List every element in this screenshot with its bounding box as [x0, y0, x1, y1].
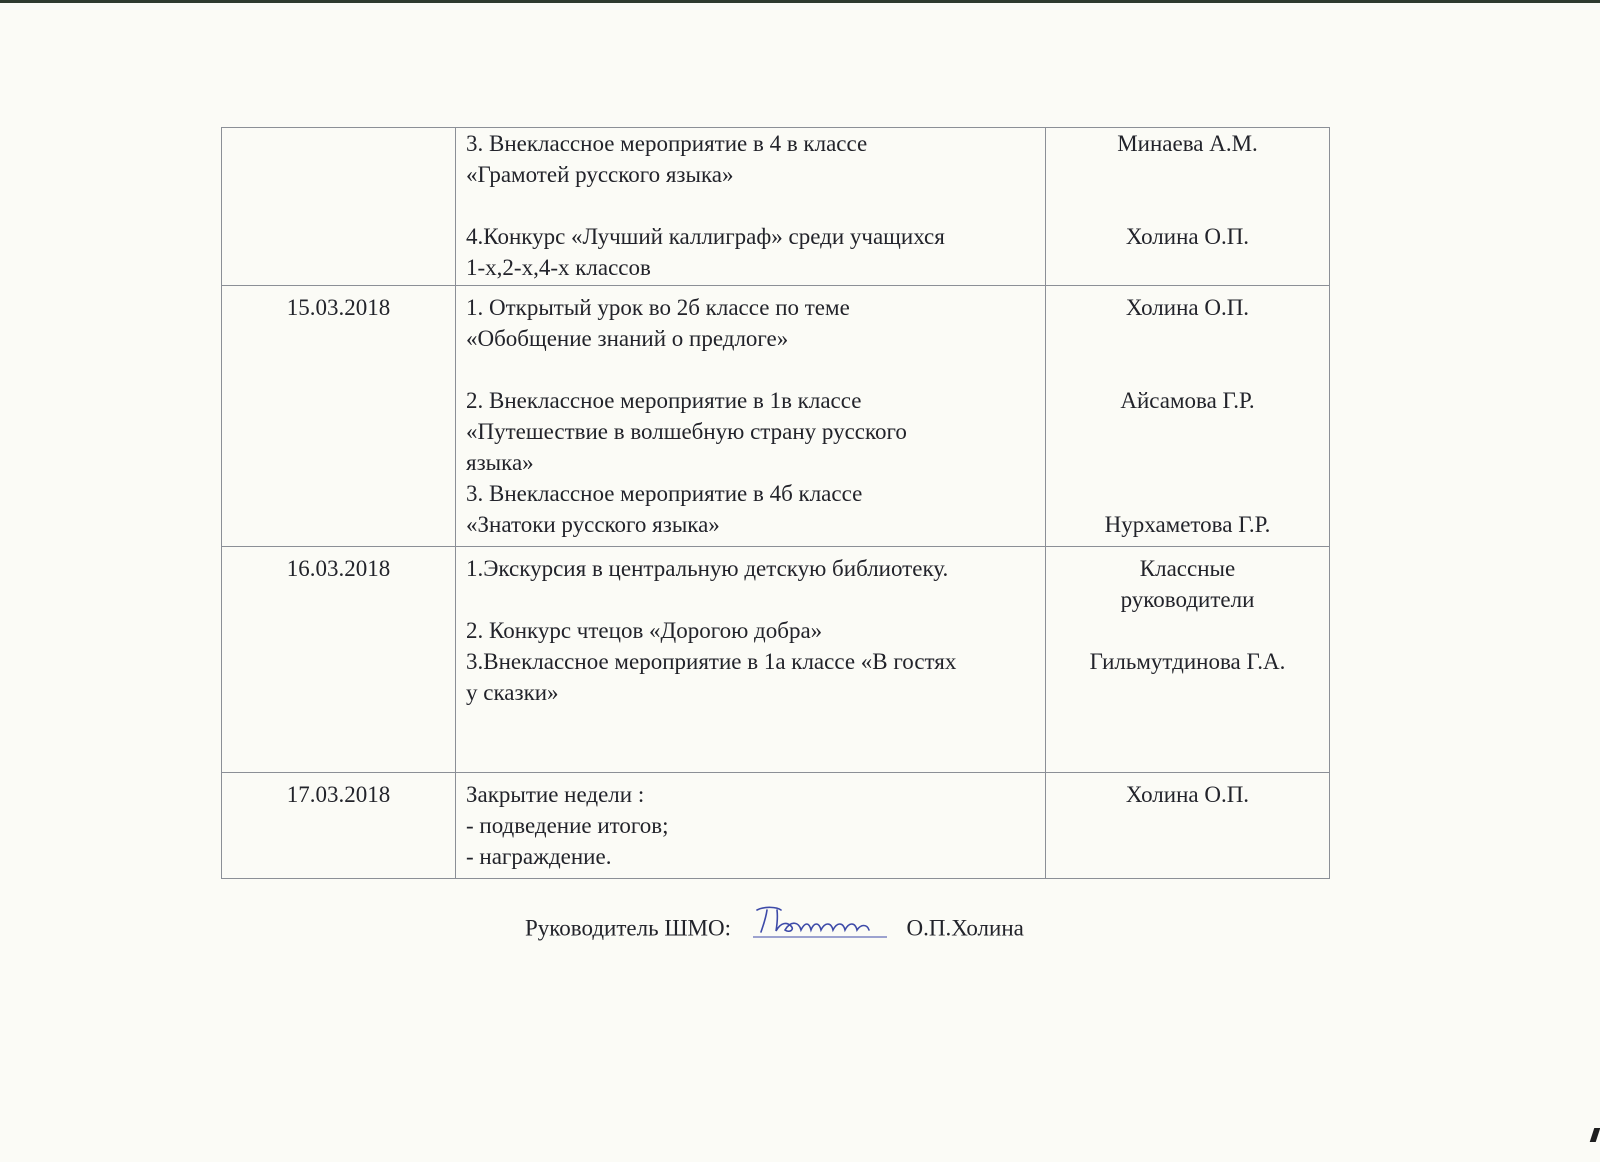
activity-line	[466, 584, 1039, 615]
activity-line: 3.Внеклассное мероприятие в 1а классе «В гостях	[466, 649, 957, 674]
activity-cell	[456, 286, 1046, 547]
responsible-line	[1046, 615, 1329, 646]
schedule-row	[222, 547, 1330, 773]
activity-line: Закрытие недели :	[466, 782, 645, 807]
date-cell: 15.03.2018	[222, 286, 456, 547]
responsible-line	[1046, 478, 1329, 509]
date-cell: 16.03.2018	[222, 547, 456, 773]
responsible-line: Айсамова Г.Р.	[1120, 388, 1255, 413]
responsible-line	[1046, 841, 1329, 872]
activity-line: 2. Конкурс чтецов «Дорогою добра»	[466, 618, 823, 643]
responsible-cell	[1046, 547, 1330, 773]
responsible-cell	[1046, 773, 1330, 879]
responsible-line	[1046, 810, 1329, 841]
activity-line: 1. Открытый урок во 2б классе по теме	[466, 295, 850, 320]
responsible-line	[1046, 323, 1329, 354]
head-name: О.П.Холина	[906, 915, 1024, 941]
responsible-line	[1046, 190, 1329, 221]
activity-line: 2. Внеклассное мероприятие в 1в классе	[466, 388, 862, 413]
activity-line: - награждение.	[466, 844, 612, 869]
signature-line	[525, 910, 1024, 946]
activity-line: языка»	[466, 450, 534, 475]
responsible-cell	[1046, 128, 1330, 286]
responsible-line: Классные	[1139, 556, 1236, 581]
responsible-line	[1046, 708, 1329, 739]
activity-line: 1.Экскурсия в центральную детскую библиотеку.	[466, 556, 949, 581]
activity-cell	[456, 773, 1046, 879]
date-cell: 17.03.2018	[222, 773, 456, 879]
responsible-line: Гильмутдинова Г.А.	[1089, 649, 1286, 674]
schedule-row	[222, 128, 1330, 286]
activity-line: 3. Внеклассное мероприятие в 4б классе	[466, 481, 863, 506]
responsible-line: Холина О.П.	[1125, 782, 1250, 807]
activity-line: 3. Внеклассное мероприятие в 4 в классе	[466, 131, 868, 156]
schedule-row	[222, 286, 1330, 547]
scan-artifact	[1590, 1128, 1600, 1142]
activity-line: «Обобщение знаний о предлоге»	[466, 326, 789, 351]
activity-line: «Грамотей русского языка»	[466, 162, 734, 187]
responsible-line	[1046, 354, 1329, 385]
activity-line: «Знатоки русского языка»	[466, 512, 720, 537]
activity-line: «Путешествие в волшебную страну русского	[466, 419, 907, 444]
activity-line: 4.Конкурс «Лучший каллиграф» среди учащихся	[466, 224, 945, 249]
handwritten-signature	[751, 904, 891, 940]
footer-label: Руководитель ШМО:	[525, 915, 731, 941]
responsible-line	[1046, 159, 1329, 190]
activity-line	[466, 190, 1039, 221]
activity-line: 1-х,2-х,4-х классов	[466, 255, 651, 280]
responsible-line	[1046, 252, 1329, 283]
responsible-line: Холина О.П.	[1125, 224, 1250, 249]
activity-line: у сказки»	[466, 680, 559, 705]
schedule-row	[222, 773, 1330, 879]
activity-line	[466, 354, 1039, 385]
responsible-cell	[1046, 286, 1330, 547]
activity-line	[466, 739, 1039, 770]
date-cell	[222, 128, 456, 286]
activity-line	[466, 708, 1039, 739]
responsible-line	[1046, 416, 1329, 447]
responsible-line: Холина О.П.	[1125, 295, 1250, 320]
responsible-line: руководители	[1120, 587, 1255, 612]
activity-cell	[456, 547, 1046, 773]
responsible-line: Нурхаметова Г.Р.	[1104, 512, 1271, 537]
activity-line: - подведение итогов;	[466, 813, 669, 838]
responsible-line: Минаева А.М.	[1117, 131, 1258, 156]
responsible-line	[1046, 447, 1329, 478]
responsible-line	[1046, 677, 1329, 708]
responsible-line	[1046, 739, 1329, 770]
scan-edge	[0, 0, 1600, 3]
schedule-table	[221, 127, 1330, 879]
activity-cell	[456, 128, 1046, 286]
schedule-body	[222, 128, 1330, 879]
